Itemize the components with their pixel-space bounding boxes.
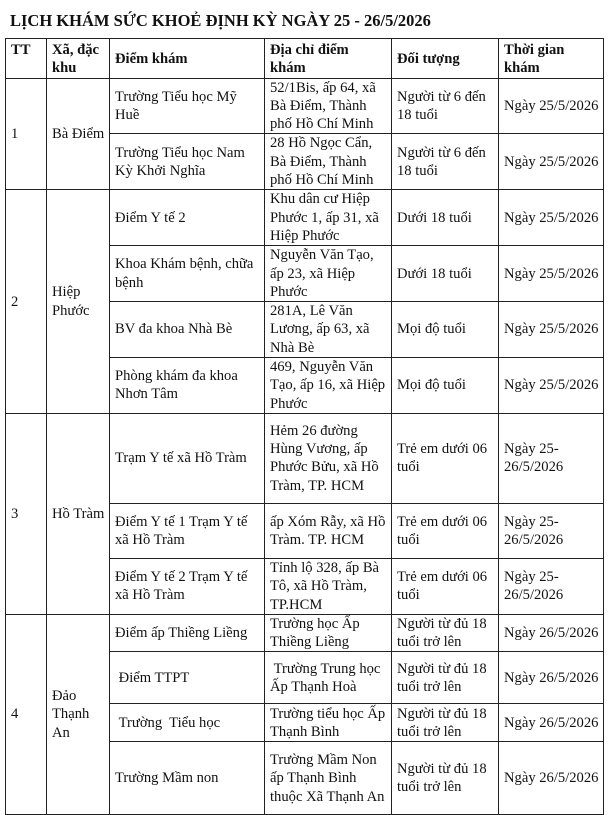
target-group: Dưới 18 tuổi <box>392 190 499 246</box>
exam-date: Ngày 25-26/5/2026 <box>499 413 604 503</box>
target-group: Người từ 6 đến 18 tuổi <box>392 78 499 134</box>
commune-name: Hồ Tràm <box>47 413 110 614</box>
target-group: Người từ đủ 18 tuổi trở lên <box>392 742 499 815</box>
site-name: Điểm Y tế 2 Trạm Y tế xã Hồ Tràm <box>110 558 265 614</box>
commune-name: Hiệp Phước <box>47 190 110 414</box>
target-group: Dưới 18 tuổi <box>392 246 499 302</box>
site-name: BV đa khoa Nhà Bè <box>110 302 265 358</box>
site-name: Trạm Y tế xã Hồ Tràm <box>110 413 265 503</box>
exam-date: Ngày 26/5/2026 <box>499 652 604 704</box>
site-name: Điểm ấp Thiềng Liềng <box>110 614 265 652</box>
exam-date: Ngày 25/5/2026 <box>499 302 604 358</box>
target-group: Mọi độ tuổi <box>392 302 499 358</box>
exam-date: Ngày 25/5/2026 <box>499 134 604 190</box>
site-name: Trường Tiểu học Nam Kỳ Khởi Nghĩa <box>110 134 265 190</box>
site-address: Tỉnh lộ 328, ấp Bà Tô, xã Hồ Tràm, TP.HCM <box>265 558 392 614</box>
exam-date: Ngày 25/5/2026 <box>499 190 604 246</box>
commune-name: Bà Điểm <box>47 78 110 190</box>
table-row <box>6 190 604 246</box>
target-group: Người từ đủ 18 tuổi trở lên <box>392 614 499 652</box>
site-address: 281A, Lê Văn Lương, ấp 63, xã Nhà Bè <box>265 302 392 358</box>
site-name: Điểm TTPT <box>110 652 265 704</box>
exam-date: Ngày 25/5/2026 <box>499 246 604 302</box>
target-group: Trẻ em dưới 06 tuổi <box>392 413 499 503</box>
header-site: Điểm khám <box>110 39 265 79</box>
header-tt: TT <box>6 39 47 79</box>
exam-date: Ngày 25/5/2026 <box>499 78 604 134</box>
target-group: Người từ đủ 18 tuổi trở lên <box>392 704 499 742</box>
header-row <box>6 39 604 79</box>
site-address: ấp Xóm Rẫy, xã Hồ Tràm. TP. HCM <box>265 503 392 558</box>
exam-date: Ngày 25/5/2026 <box>499 358 604 414</box>
site-name: Khoa Khám bệnh, chữa bệnh <box>110 246 265 302</box>
header-address: Địa chỉ điểm khám <box>265 39 392 79</box>
site-address: Trường Mầm Non ấp Thạnh Bình thuộc Xã Thạnh An <box>265 742 392 815</box>
group-number: 3 <box>6 413 47 614</box>
table-row <box>6 78 604 134</box>
site-name: Điểm Y tế 2 <box>110 190 265 246</box>
site-address: 469, Nguyễn Văn Tạo, ấp 16, xã Hiệp Phước <box>265 358 392 414</box>
table-row <box>6 614 604 652</box>
target-group: Trẻ em dưới 06 tuổi <box>392 503 499 558</box>
site-name: Điểm Y tế 1 Trạm Y tế xã Hồ Tràm <box>110 503 265 558</box>
site-name: Phòng khám đa khoa Nhơn Tâm <box>110 358 265 414</box>
table-row <box>6 413 604 503</box>
exam-date: Ngày 25-26/5/2026 <box>499 503 604 558</box>
header-target: Đối tượng <box>392 39 499 79</box>
site-address: Nguyễn Văn Tạo, ấp 23, xã Hiệp Phước <box>265 246 392 302</box>
group-number: 2 <box>6 190 47 414</box>
target-group: Người từ 6 đến 18 tuổi <box>392 134 499 190</box>
schedule-table <box>5 38 604 815</box>
site-address: 28 Hồ Ngọc Cẩn, Bà Điểm, Thành phố Hồ Chí Minh <box>265 134 392 190</box>
exam-date: Ngày 26/5/2026 <box>499 614 604 652</box>
group-number: 4 <box>6 614 47 815</box>
site-address: Trường Trung học Ấp Thạnh Hoà <box>265 652 392 704</box>
site-address: 52/1Bis, ấp 64, xã Bà Điểm, Thành phố Hồ Chí Minh <box>265 78 392 134</box>
header-commune: Xã, đặc khu <box>47 39 110 79</box>
site-address: Trường tiểu học Ấp Thạnh Bình <box>265 704 392 742</box>
commune-name: Đảo Thạnh An <box>47 614 110 815</box>
exam-date: Ngày 26/5/2026 <box>499 704 604 742</box>
page-title: LỊCH KHÁM SỨC KHOẺ ĐỊNH KỲ NGÀY 25 - 26/5/2026 <box>10 11 431 30</box>
exam-date: Ngày 26/5/2026 <box>499 742 604 815</box>
target-group: Người từ đủ 18 tuổi trở lên <box>392 652 499 704</box>
site-address: Trường học Ấp Thiềng Liềng <box>265 614 392 652</box>
target-group: Mọi độ tuổi <box>392 358 499 414</box>
site-address: Hẻm 26 đường Hùng Vương, ấp Phước Bửu, xã Hồ Tràm, TP. HCM <box>265 413 392 503</box>
site-address: Khu dân cư Hiệp Phước 1, ấp 31, xã Hiệp Phước <box>265 190 392 246</box>
target-group: Trẻ em dưới 06 tuổi <box>392 558 499 614</box>
header-time: Thời gian khám <box>499 39 604 79</box>
group-number: 1 <box>6 78 47 190</box>
site-name: Trường Mầm non <box>110 742 265 815</box>
site-name: Trường Tiểu học <box>110 704 265 742</box>
site-name: Trường Tiểu học Mỹ Huề <box>110 78 265 134</box>
exam-date: Ngày 25-26/5/2026 <box>499 558 604 614</box>
